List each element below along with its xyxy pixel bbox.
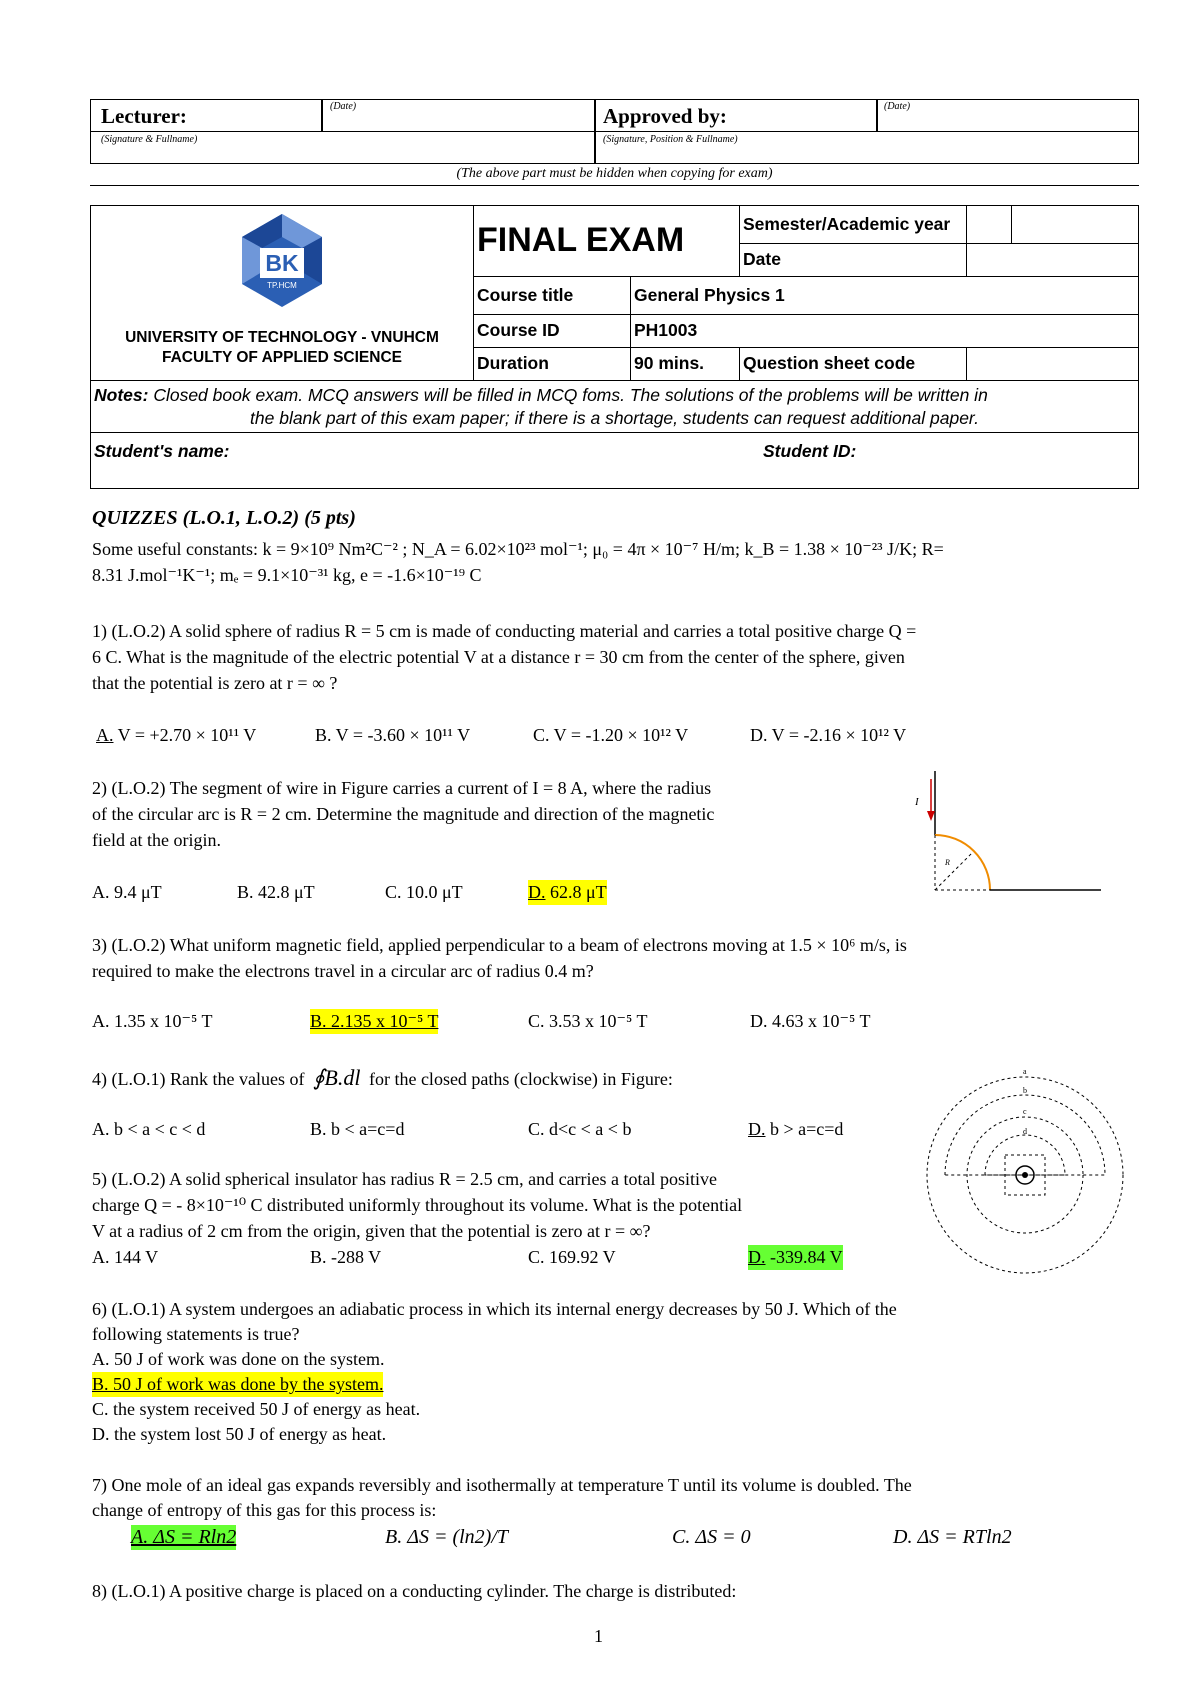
notes-line-2: the blank part of this exam paper; if there is a shortage, students can request additional paper.	[250, 407, 979, 428]
university-logo	[230, 212, 334, 310]
q4-option-c: C. d<c < a < b	[528, 1119, 632, 1139]
q3-option-b: B. 2.135 x 10⁻⁵ T	[310, 1009, 438, 1034]
q2-line-3: field at the origin.	[92, 830, 221, 850]
q4-integral: ∮B.dl	[312, 1065, 361, 1090]
q1-line-3: that the potential is zero at r = ∞ ?	[92, 673, 338, 693]
q4-closed-paths-figure	[920, 1060, 1130, 1290]
duration-value: 90 mins.	[631, 347, 740, 380]
course-title-label: Course title	[474, 276, 631, 314]
approved-date-label: (Date)	[884, 101, 911, 112]
q4-line-1-start: 4) (L.O.1) Rank the values of	[92, 1069, 305, 1089]
lecturer-label: Lecturer:	[101, 104, 187, 128]
q5-option-d-letter: D.	[748, 1247, 766, 1267]
student-name-label: Student's name:	[94, 441, 230, 461]
semester-value-1	[967, 206, 1012, 244]
date-label: Date	[740, 243, 967, 276]
approved-label: Approved by:	[603, 104, 727, 128]
q5-option-a: A. 144 V	[92, 1247, 159, 1267]
lecturer-signature-label: (Signature & Fullname)	[101, 134, 198, 145]
q5-option-c: C. 169.92 V	[528, 1247, 616, 1267]
q2-option-c: C. 10.0 μT	[385, 882, 463, 902]
q3-option-a: A. 1.35 x 10⁻⁵ T	[92, 1011, 213, 1031]
divider	[876, 99, 878, 131]
q8-line-1: 8) (L.O.1) A positive charge is placed on a conducting cylinder. The charge is distributed:	[92, 1581, 737, 1601]
notes-cell	[91, 381, 1139, 433]
q7-option-a: A. ΔS = Rln2	[131, 1526, 237, 1548]
student-id-label: Student ID:	[763, 441, 857, 461]
q2-option-d-text: 62.8 μT	[545, 882, 607, 902]
q2-radius-label: R	[945, 858, 950, 867]
q1-option-b: B. V = -3.60 × 10¹¹ V	[315, 725, 471, 745]
date-value	[967, 243, 1139, 276]
q3-option-d: D. 4.63 x 10⁻⁵ T	[750, 1011, 871, 1031]
q4-line-1-end: for the closed paths (clockwise) in Figure:	[368, 1069, 673, 1089]
q4-option-d-letter: D.	[748, 1119, 766, 1139]
logo-text: BK	[265, 250, 299, 276]
q5-option-b: B. -288 V	[310, 1247, 382, 1267]
q7-option-c: C. ΔS = 0	[672, 1526, 751, 1548]
q5-line-1: 5) (L.O.2) A solid spherical insulator has radius R = 2.5 cm, and carries a total positive	[92, 1169, 718, 1189]
q3-line-2: required to make the electrons travel in a circular arc of radius 0.4 m?	[92, 961, 594, 981]
q4-option-b: B. b < a=c=d	[310, 1119, 405, 1139]
q4-path-a-label: a	[1023, 1067, 1027, 1076]
q2-line-2: of the circular arc is R = 2 cm. Determine the magnitude and direction of the magnetic	[92, 804, 715, 824]
q5-option-d-text: -339.84 V	[765, 1247, 843, 1267]
hidden-note: (The above part must be hidden when copying for exam)	[456, 166, 773, 181]
q2-current-label: I	[915, 796, 919, 808]
notes-label: Notes:	[94, 384, 149, 405]
q4-path-d-label: d	[1023, 1127, 1027, 1136]
exam-title: FINAL EXAM	[474, 206, 740, 277]
q4-option-a: A. b < a < c < d	[92, 1119, 206, 1139]
q6-option-a: A. 50 J of work was done on the system.	[92, 1349, 385, 1369]
q7-line-2: change of entropy of this gas for this process is:	[92, 1500, 437, 1520]
q4-path-c-label: c	[1023, 1107, 1027, 1116]
approved-signature-label: (Signature, Position & Fullname)	[603, 134, 738, 145]
university-name: UNIVERSITY OF TECHNOLOGY - VNUHCM	[125, 329, 439, 346]
q6-option-b: B. 50 J of work was done by the system.	[92, 1372, 383, 1397]
notes-line-1: Closed book exam. MCQ answers will be filled in MCQ foms. The solutions of the problems will be written in	[148, 384, 988, 405]
course-id-value: PH1003	[631, 314, 1139, 347]
q1-option-a-text: V = +2.70 × 10¹¹ V	[113, 725, 257, 745]
q7-option-b: B. ΔS = (ln2)/T	[385, 1526, 509, 1548]
q4-option-d-text: b > a=c=d	[765, 1119, 844, 1139]
divider	[90, 185, 1139, 186]
q5-line-2: charge Q = - 8×10⁻¹⁰ C distributed uniformly throughout its volume. What is the potential	[92, 1195, 743, 1215]
duration-label: Duration	[474, 347, 631, 380]
q5-line-3: V at a radius of 2 cm from the origin, given that the potential is zero at r = ∞?	[92, 1221, 651, 1241]
q1-line-2: 6 C. What is the magnitude of the electric potential V at a distance r = 30 cm from the center of the sphere, given	[92, 647, 905, 667]
constants-line-2: 8.31 J.mol⁻¹K⁻¹; mₑ = 9.1×10⁻³¹ kg, e = -1.6×10⁻¹⁹ C	[92, 565, 482, 585]
q2-option-b: B. 42.8 μT	[237, 882, 315, 902]
quiz-heading: QUIZZES (L.O.1, L.O.2) (5 pts)	[92, 507, 356, 529]
q4-option-d	[748, 1117, 843, 1142]
course-id-label: Course ID	[474, 314, 631, 347]
q2-option-a: A. 9.4 μT	[92, 882, 162, 902]
semester-value-2	[1012, 206, 1139, 244]
q2-option-d-letter: D.	[528, 882, 546, 902]
logo-subtext: TP.HCM	[267, 281, 297, 290]
q6-line-1: 6) (L.O.1) A system undergoes an adiabatic process in which its internal energy decreases by 50 J. Which of the	[92, 1299, 897, 1319]
exam-info-table	[90, 205, 1139, 489]
lecturer-date-label: (Date)	[330, 101, 357, 112]
semester-label: Semester/Academic year	[740, 206, 967, 244]
q5-option-d	[748, 1245, 843, 1270]
q1-option-c: C. V = -1.20 × 10¹² V	[533, 725, 689, 745]
q2-line-1: 2) (L.O.2) The segment of wire in Figure carries a current of I = 8 A, where the radius	[92, 778, 712, 798]
q6-line-2: following statements is true?	[92, 1324, 300, 1344]
q4-line-1	[92, 1065, 673, 1092]
faculty-name: FACULTY OF APPLIED SCIENCE	[162, 349, 402, 366]
page-number: 1	[594, 1626, 603, 1646]
q1-option-a-letter: A.	[96, 725, 114, 745]
q1-option-a	[96, 723, 256, 748]
question-sheet-code-label: Question sheet code	[740, 347, 967, 380]
q4-path-b-label: b	[1023, 1086, 1027, 1095]
student-info-cell	[91, 433, 1139, 489]
question-sheet-code-value	[967, 347, 1139, 380]
q3-line-1: 3) (L.O.2) What uniform magnetic field, applied perpendicular to a beam of electrons moving at 1.5 × 10⁶ m/s, is	[92, 935, 907, 955]
q6-option-c: C. the system received 50 J of energy as heat.	[92, 1399, 421, 1419]
divider	[90, 131, 1139, 132]
q6-option-d: D. the system lost 50 J of energy as heat.	[92, 1424, 387, 1444]
divider	[321, 99, 323, 131]
q2-wire-figure	[905, 765, 1105, 895]
q7-option-d: D. ΔS = RTln2	[893, 1526, 1012, 1548]
q3-option-c: C. 3.53 x 10⁻⁵ T	[528, 1011, 648, 1031]
q1-line-1: 1) (L.O.2) A solid sphere of radius R = 5 cm is made of conducting material and carries a total positive charge Q =	[92, 621, 917, 641]
institution-cell	[91, 206, 474, 381]
q7-line-1: 7) One mole of an ideal gas expands reversibly and isothermally at temperature T until its volume is doubled. The	[92, 1475, 912, 1495]
q1-option-d: D. V = -2.16 × 10¹² V	[750, 725, 907, 745]
q2-option-d	[528, 880, 607, 905]
course-title-value: General Physics 1	[631, 276, 1139, 314]
constants-line-1: Some useful constants: k = 9×10⁹ Nm²C⁻² ; N_A = 6.02×10²³ mol⁻¹; μ₀ = 4π × 10⁻⁷ H/m; k_B = 1.38 × 10⁻²³ J/K; R=	[92, 539, 944, 559]
